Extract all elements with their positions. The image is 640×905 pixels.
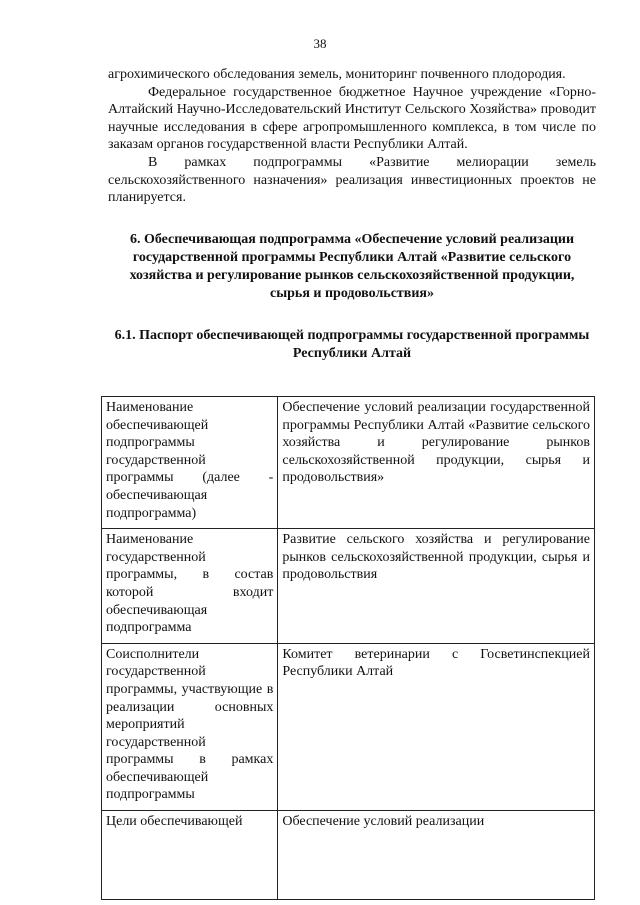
row-value: Комитет ветеринарии с Госветинспекцией Республики Алтай <box>278 643 595 810</box>
table-row <box>102 811 595 900</box>
row-label: Наименование государственной программы, в состав которой входит обеспечивающая подпрограмма <box>102 529 278 644</box>
row-value: Развитие сельского хозяйства и регулирование рынков сельскохозяйственной продукции, сырья и продовольствия <box>278 529 595 644</box>
section-heading: 6. Обеспечивающая подпрограмма «Обеспечение условий реализации государственной программы Республики Алтай «Развитие сельского хозяйства и регулирование рынков сельскохозяйственной продукции, сырья и продовольствия» <box>129 231 575 301</box>
table-row <box>102 397 595 529</box>
row-value: Обеспечение условий реализации государственной программы Республики Алтай «Развитие сельского хозяйства и регулирование рынков сельскохозяйственной продукции, сырья и продовольствия» <box>278 397 595 529</box>
row-value: Обеспечение условий реализации <box>278 811 595 900</box>
row-label: Цели обеспечивающей <box>102 811 278 900</box>
paragraph-melioration: В рамках подпрограммы «Развитие мелиорации земель сельскохозяйственного назначения» реализация инвестиционных проектов не планируется. <box>108 154 596 206</box>
sub-heading: 6.1. Паспорт обеспечивающей подпрограммы государственной программы Республики Алтай <box>114 327 590 361</box>
paragraph-institute: Федеральное государственное бюджетное Научное учреждение «Горно-Алтайский Научно-Исследовательский Институт Сельского Хозяйства» проводит научные исследования в сфере агропромышленного комплекса, в том числе по заказам органов государственной власти Республики Алтай. <box>108 84 596 153</box>
table-row <box>102 643 595 810</box>
passport-table <box>101 396 595 900</box>
page-number: 38 <box>313 36 327 51</box>
paragraph-continuation: агрохимического обследования земель, мониторинг почвенного плодородия. <box>108 67 566 82</box>
row-label: Соисполнители государственной программы, участвующие в реализации основных мероприятий государственной программы в рамках обеспечивающей подпрограммы <box>102 643 278 810</box>
table-row <box>102 529 595 644</box>
document-body <box>108 66 596 363</box>
row-label: Наименование обеспечивающей подпрограммы государственной программы (далее - обеспечивающая подпрограмма) <box>102 397 278 529</box>
